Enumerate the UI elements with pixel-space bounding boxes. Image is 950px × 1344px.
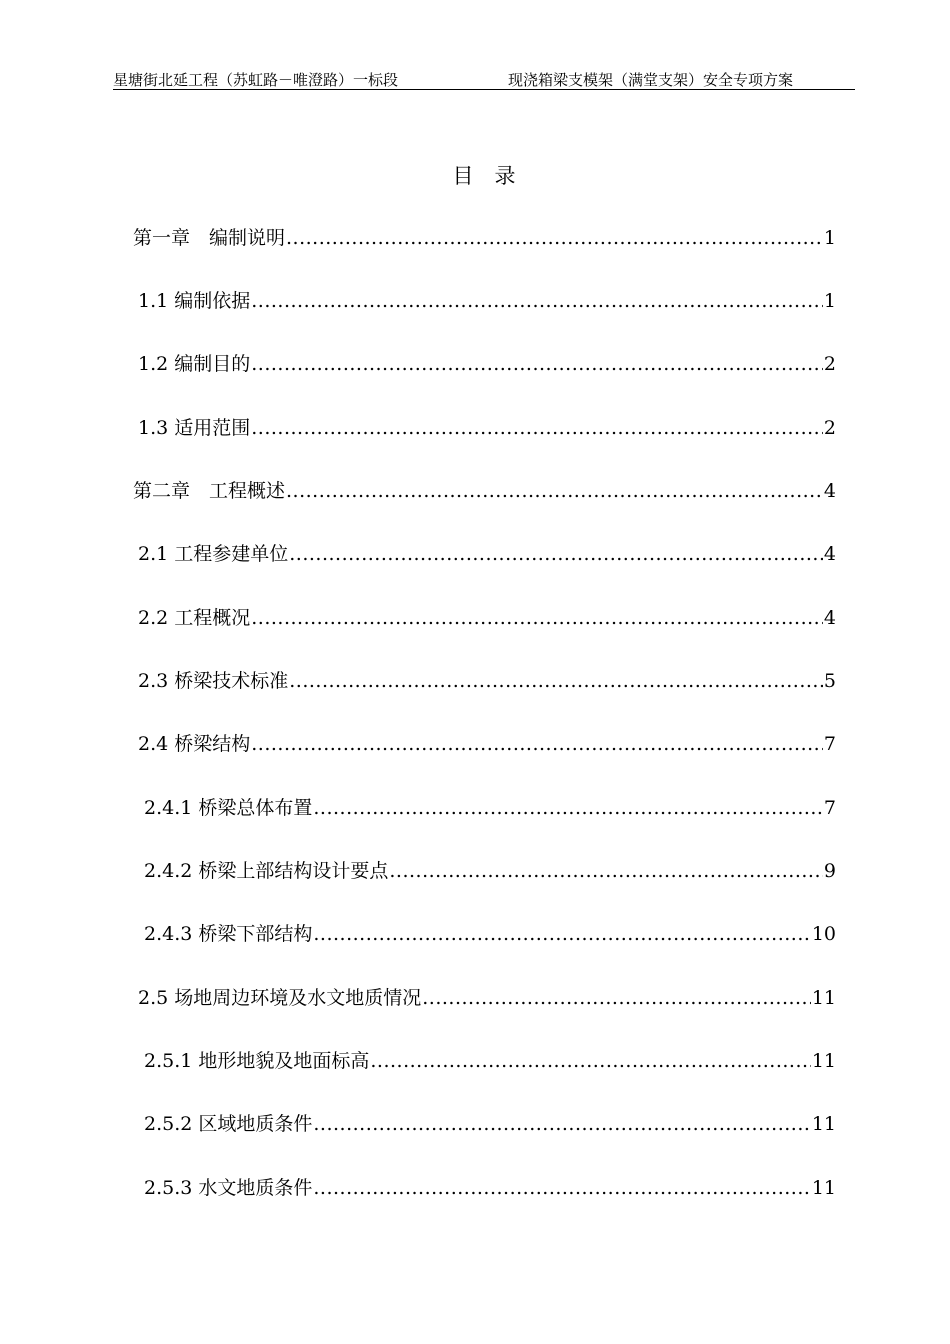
- toc-entry-page: 2: [823, 417, 836, 439]
- toc-title: 目 录: [452, 164, 516, 188]
- toc-entry-page: 11: [811, 987, 836, 1009]
- toc-entry-label: 1.1 编制依据: [138, 290, 251, 312]
- toc-entry-2-2[interactable]: [138, 604, 836, 632]
- dot-leader: [389, 857, 823, 885]
- toc-entry-2-5-2[interactable]: [144, 1110, 836, 1138]
- toc-entry-page: 1: [823, 290, 836, 312]
- toc-entry-1-2[interactable]: [138, 350, 836, 378]
- dot-leader: [313, 1110, 810, 1138]
- toc-entry-label: 1.3 适用范围: [138, 417, 251, 439]
- toc-entry-page: 5: [823, 670, 836, 692]
- toc-entry-label: 2.2 工程概况: [138, 607, 251, 629]
- toc-entry-page: 10: [811, 923, 836, 945]
- toc-entry-1-3[interactable]: [138, 414, 836, 442]
- toc-entry-2-5[interactable]: [138, 984, 836, 1012]
- toc-entry-chapter-2[interactable]: [133, 477, 836, 505]
- page-header: [113, 68, 855, 90]
- toc-entry-label: 2.5 场地周边环境及水文地质情况: [138, 987, 422, 1009]
- toc-entry-label: 2.4.2 桥梁上部结构设计要点: [144, 860, 389, 882]
- toc-entry-label: 2.5.1 地形地貌及地面标高: [144, 1050, 370, 1072]
- toc-entry-label: 2.4 桥梁结构: [138, 733, 251, 755]
- dot-leader: [286, 224, 823, 252]
- header-project-name: 星塘街北延工程（苏虹路－唯澄路）一标段: [113, 71, 399, 89]
- dot-leader: [313, 794, 823, 822]
- toc-entry-label: 2.3 桥梁技术标准: [138, 670, 289, 692]
- dot-leader: [251, 604, 823, 632]
- toc-entry-page: 11: [811, 1050, 836, 1072]
- toc-entry-2-4[interactable]: [138, 730, 836, 758]
- toc-entry-page: 4: [823, 607, 836, 629]
- toc-entry-label: 2.5.3 水文地质条件: [144, 1177, 313, 1199]
- dot-leader: [289, 540, 823, 568]
- toc-entry-label: 2.4.3 桥梁下部结构: [144, 923, 313, 945]
- dot-leader: [313, 1174, 810, 1202]
- dot-leader: [286, 477, 823, 505]
- toc-entry-page: 4: [823, 480, 836, 502]
- dot-leader: [289, 667, 823, 695]
- toc-entry-page: 7: [823, 733, 836, 755]
- dot-leader: [251, 287, 823, 315]
- toc-entry-label: 2.1 工程参建单位: [138, 543, 289, 565]
- toc-entry-2-1[interactable]: [138, 540, 836, 568]
- dot-leader: [251, 350, 823, 378]
- header-document-title: 现浇箱梁支模架（满堂支架）安全专项方案: [508, 71, 794, 89]
- toc-entry-2-5-3[interactable]: [144, 1174, 836, 1202]
- toc-entry-page: 7: [823, 797, 836, 819]
- toc-entry-1-1[interactable]: [138, 287, 836, 315]
- toc-entry-page: 11: [811, 1177, 836, 1199]
- toc-entry-2-5-1[interactable]: [144, 1047, 836, 1075]
- toc-entry-label: 第一章 编制说明: [133, 227, 286, 249]
- toc-entry-label: 第二章 工程概述: [133, 480, 286, 502]
- dot-leader: [251, 730, 823, 758]
- toc-entry-2-3[interactable]: [138, 667, 836, 695]
- toc-entry-2-4-3[interactable]: [144, 920, 836, 948]
- dot-leader: [251, 414, 823, 442]
- toc-entry-page: 4: [823, 543, 836, 565]
- toc-entry-page: 11: [811, 1113, 836, 1135]
- toc-entry-2-4-2[interactable]: [144, 857, 836, 885]
- toc-entry-2-4-1[interactable]: [144, 794, 836, 822]
- toc-entry-label: 2.4.1 桥梁总体布置: [144, 797, 313, 819]
- dot-leader: [370, 1047, 810, 1075]
- toc-entry-chapter-1[interactable]: [133, 224, 836, 252]
- dot-leader: [422, 984, 811, 1012]
- toc-entry-page: 2: [823, 353, 836, 375]
- toc-entry-label: 2.5.2 区域地质条件: [144, 1113, 313, 1135]
- toc-entry-label: 1.2 编制目的: [138, 353, 251, 375]
- toc-entry-page: 9: [823, 860, 836, 882]
- dot-leader: [313, 920, 810, 948]
- toc-entry-page: 1: [823, 227, 836, 249]
